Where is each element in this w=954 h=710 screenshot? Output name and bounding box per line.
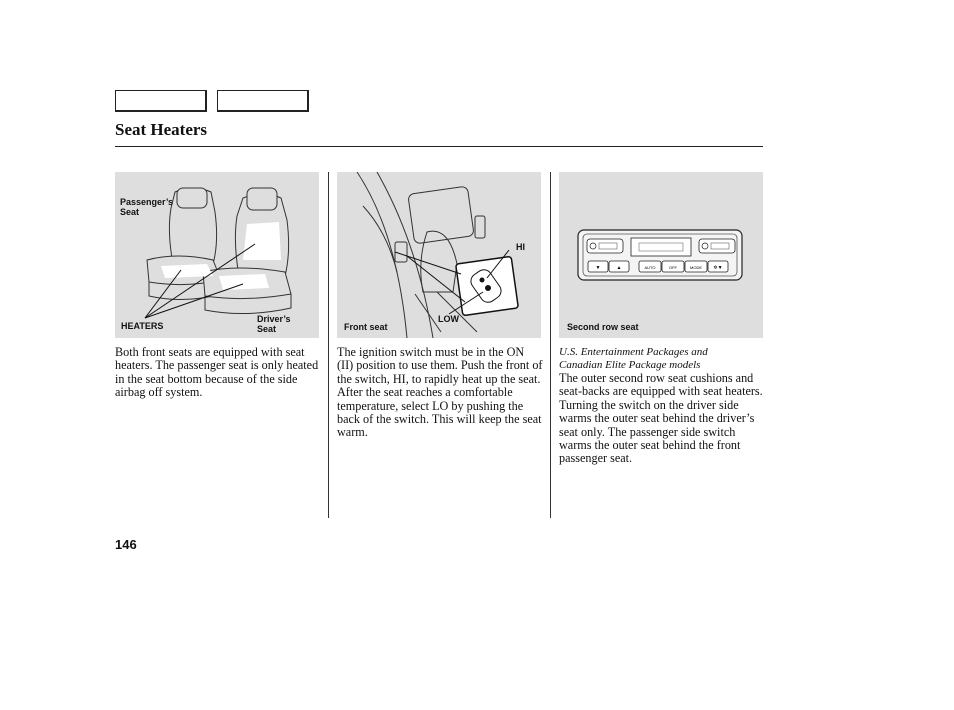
svg-text:▲: ▲ bbox=[616, 265, 622, 271]
nav-tab-2[interactable] bbox=[217, 90, 309, 112]
col3-note-1: U.S. Entertainment Packages and bbox=[559, 346, 708, 358]
col3-note-2: Canadian Elite Package models bbox=[559, 359, 701, 371]
label-hi: HI bbox=[516, 242, 525, 252]
front-switch-illustration bbox=[337, 172, 541, 338]
btn-mode: MODE bbox=[690, 265, 702, 270]
label-driver-seat-2: Seat bbox=[257, 324, 277, 334]
svg-text:▼: ▼ bbox=[595, 265, 601, 271]
caption-front-seat: Front seat bbox=[344, 322, 388, 332]
rear-panel-illustration bbox=[559, 172, 763, 338]
btn-off: OFF bbox=[669, 265, 677, 270]
col2-text: The ignition switch must be in the ON (II) position to use them. Push the front of the switch, HI, to rapidly heat up the seat. After the seat reaches a comfortable temperature, select LO by pushing the back of the switch. This will keep the seat warm. bbox=[337, 345, 543, 440]
svg-text:✲▼: ✲▼ bbox=[713, 265, 723, 271]
label-driver-seat-1: Driver’s bbox=[257, 314, 291, 324]
caption-second-row-seat: Second row seat bbox=[567, 322, 639, 332]
rear-control-panel bbox=[559, 172, 763, 338]
title-rule bbox=[115, 146, 763, 147]
col3-text: The outer second row seat cushions and seat-backs are equipped with seat heaters. Turning the switch on the driver side warms the outer seat behind the driver’s seat only. The passenger side switch warms the outer seat behind the front passenger seat. bbox=[559, 371, 763, 466]
btn-auto: AUTO bbox=[644, 265, 656, 270]
label-low: LOW bbox=[438, 314, 459, 324]
column-divider-1 bbox=[328, 172, 329, 518]
col1-text: Both front seats are equipped with seat heaters. The passenger seat is only heated in the seat bottom because of the side airbag off system. bbox=[115, 345, 319, 400]
page-number: 146 bbox=[115, 537, 137, 552]
label-passenger-seat-2: Seat bbox=[120, 207, 140, 217]
label-passenger-seat-1: Passenger’s bbox=[120, 197, 174, 207]
label-heaters: HEATERS bbox=[121, 321, 164, 331]
seats-illustration bbox=[115, 172, 319, 338]
page-title: Seat Heaters bbox=[115, 120, 208, 139]
nav-tab-1[interactable] bbox=[115, 90, 207, 112]
column-divider-2 bbox=[550, 172, 551, 518]
